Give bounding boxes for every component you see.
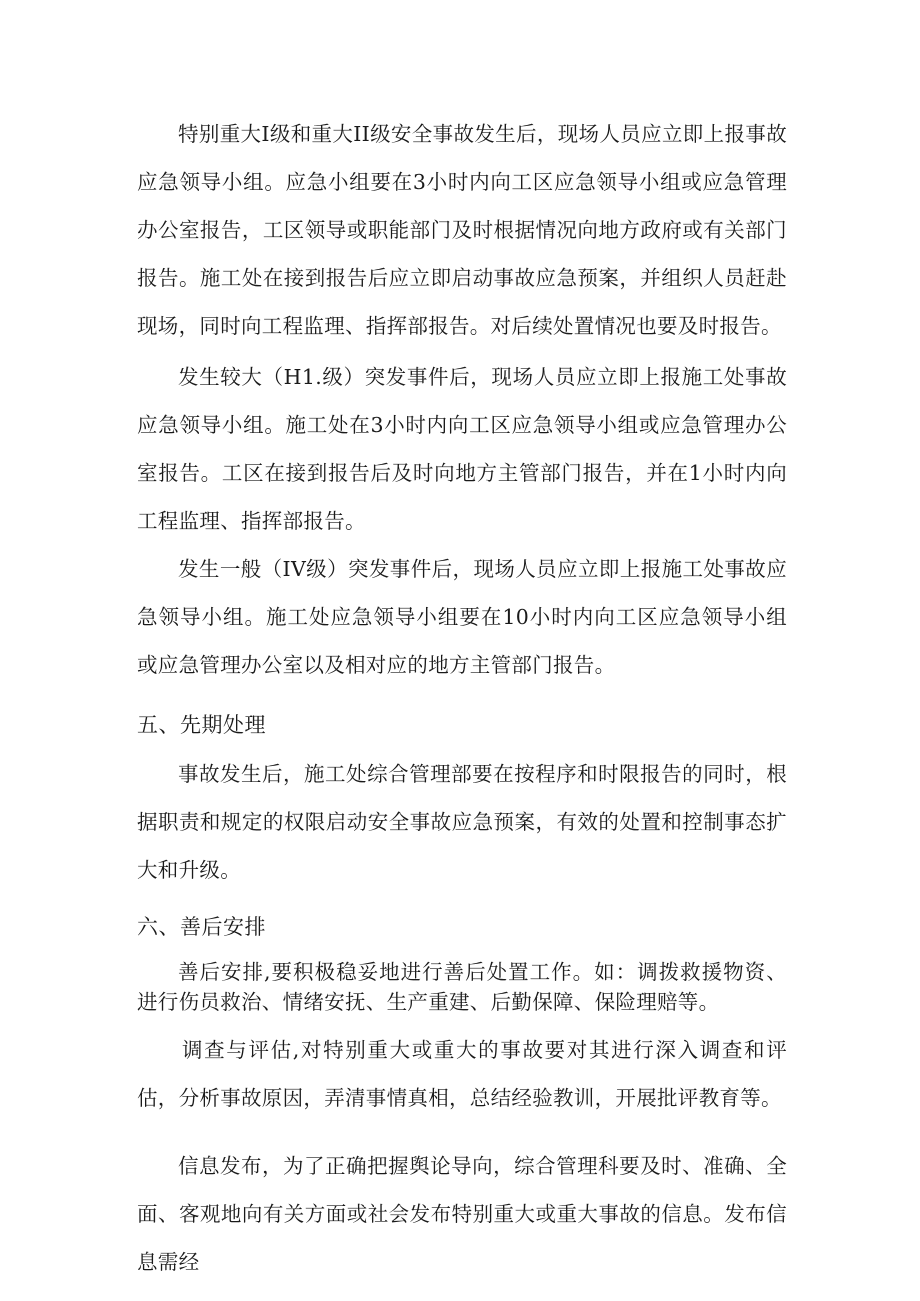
paragraph-reporting-level-3: 发生较大（H1.级）突发事件后，现场人员应立即上报施工处事故应急领导小组。施工处在3小时内向工区应急领导小组或应急管理办公室报告。工区在接到报告后及时向地方主管部门报告，并在1小时内向工程监理、指挥部报告。 [137, 365, 787, 533]
paragraph-information-release: 信息发布，为了正确把握舆论导向，综合管理科要及时、准确、全面、客观地向有关方面或社会发布特别重大或重大事故的信息。发布信息需经 [137, 1154, 787, 1274]
section-heading-aftermath: 六、善后安排 [137, 915, 266, 939]
paragraph-aftermath-handling: 善后安排,要积极稳妥地进行善后处置工作。如：调拨救援物资、进行伤员救治、情绪安抚、生产重建、后勤保障、保险理赔等。 [137, 960, 787, 1014]
section-heading-initial-handling: 五、先期处理 [137, 713, 266, 737]
paragraph-investigation-evaluation: 调查与评估,对特别重大或重大的事故要对其进行深入调查和评估，分析事故原因，弄清事情真相，总结经验教训，开展批评教育等。 [137, 1038, 787, 1110]
paragraph-reporting-level-4: 发生一般（IV级）突发事件后，现场人员应立即上报施工处事故应急领导小组。施工处应急领导小组要在10小时内向工区应急领导小组或应急管理办公室以及相对应的地方主管部门报告。 [137, 557, 787, 677]
paragraph-initial-handling: 事故发生后，施工处综合管理部要在按程序和时限报告的同时，根据职责和规定的权限启动安全事故应急预案，有效的处置和控制事态扩大和升级。 [137, 762, 787, 882]
paragraph-reporting-level-1-2: 特别重大I级和重大II级安全事故发生后，现场人员应立即上报事故应急领导小组。应急小组要在3小时内向工区应急领导小组或应急管理办公室报告，工区领导或职能部门及时根据情况向地方政府或有关部门报告。施工处在接到报告后应立即启动事故应急预案，并组织人员赶赴现场，同时向工程监理、指挥部报告。对后续处置情况也要及时报告。 [137, 122, 787, 338]
